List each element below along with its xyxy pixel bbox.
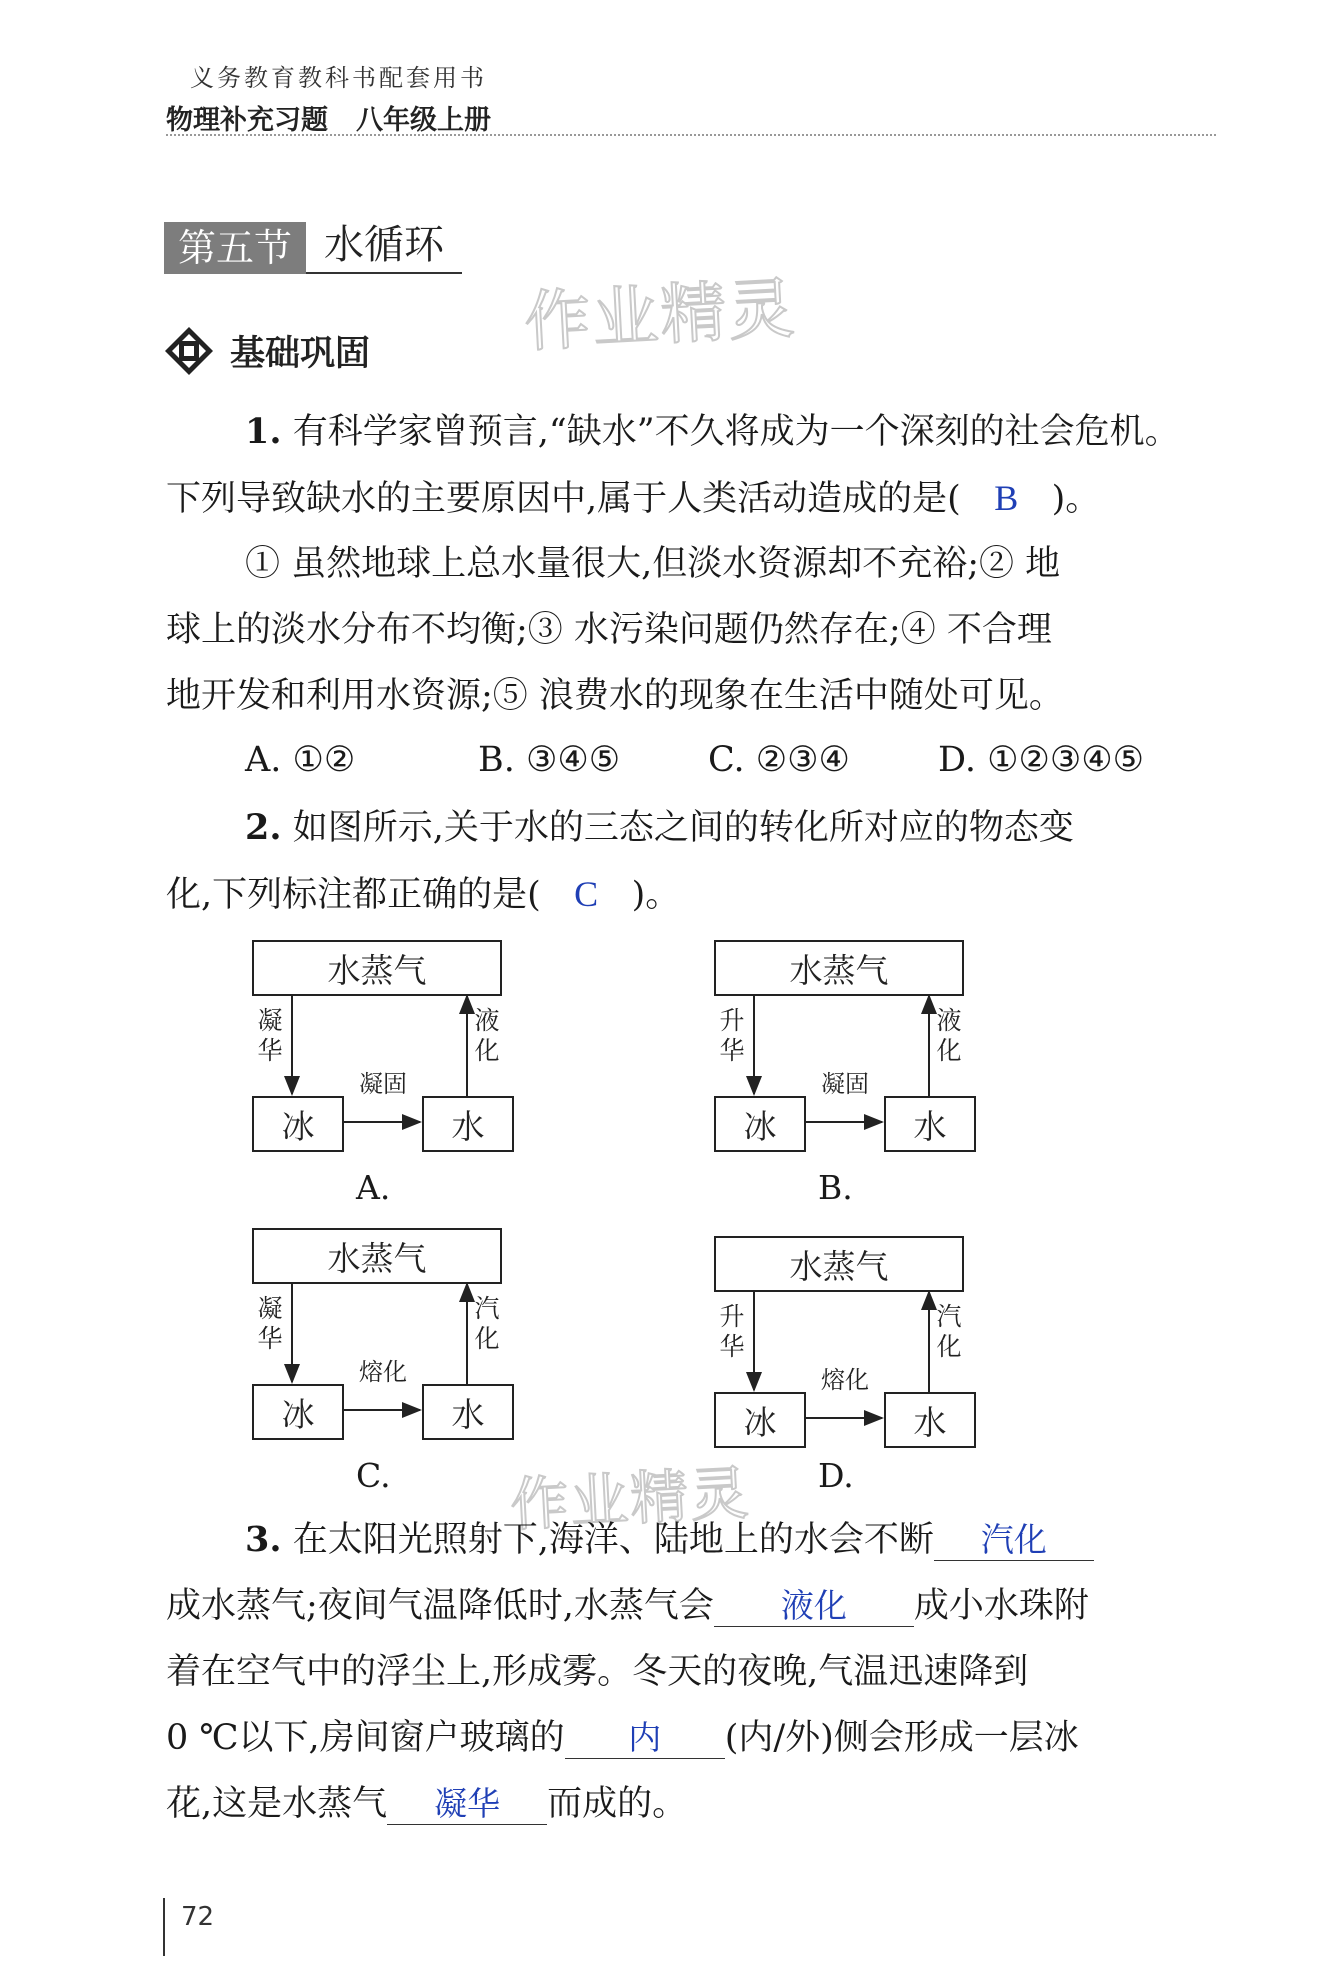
q1-option-a: A. ①② (245, 740, 356, 780)
q3-text-5-end: 而成的。 (547, 1784, 688, 1824)
q2-stem-1: 如图所示,关于水的三态之间的转化所对应的物态变 (292, 808, 1074, 848)
left-process-label: 升华 (719, 1006, 745, 1065)
diagram-b (714, 940, 994, 1207)
q3-text-4-end: (内/外)侧会形成一层冰 (724, 1718, 1079, 1758)
vapor-box: 水蒸气 (714, 940, 964, 996)
q3-line2 (166, 1584, 1089, 1628)
right-process-label: 汽化 (474, 1294, 500, 1353)
q3-line1 (245, 1518, 1094, 1562)
q2-stem-2-end: )。 (631, 875, 681, 915)
q1-option-d: D. ①②③④⑤ (938, 740, 1144, 780)
header-divider (166, 134, 1216, 136)
right-process-label: 汽化 (936, 1302, 962, 1361)
diagram-caption: A. (356, 1168, 391, 1207)
ice-box: 冰 (714, 1096, 806, 1152)
q3-blank-4 (387, 1784, 547, 1825)
q3-line5 (166, 1782, 687, 1826)
ice-box: 冰 (252, 1096, 344, 1152)
q1-line2 (166, 476, 1100, 521)
q3-text-1: 在太阳光照射下,海洋、陆地上的水会不断 (292, 1520, 934, 1560)
q1-statement-2: 球上的淡水分布不均衡;③ 水污染问题仍然存在;④ 不合理 (166, 610, 1052, 650)
q3-line3: 着在空气中的浮尘上,形成雾。冬天的夜晚,气温迅速降到 (166, 1652, 1029, 1692)
q3-text-5: 花,这是水蒸气 (166, 1784, 388, 1824)
water-box: 水 (884, 1392, 976, 1448)
q2-line2 (166, 872, 680, 917)
left-process-label: 升华 (719, 1302, 745, 1361)
vapor-box: 水蒸气 (714, 1236, 964, 1292)
water-box: 水 (884, 1096, 976, 1152)
q1-stem-2: 下列导致缺水的主要原因中,属于人类活动造成的是( (166, 479, 961, 519)
q3-text-2: 成水蒸气;夜间气温降低时,水蒸气会 (166, 1586, 714, 1626)
right-process-label: 液化 (936, 1006, 962, 1065)
q3-number: 3. (245, 1519, 282, 1560)
q1-statement-1: ① 虽然地球上总水量很大,但淡水资源却不充裕;② 地 (245, 544, 1061, 584)
q3-blank-2 (714, 1586, 914, 1627)
diagram-caption: C. (356, 1456, 391, 1495)
q1-stem-1: 有科学家曾预言,“缺水”不久将成为一个深刻的社会危机。 (292, 412, 1180, 452)
water-box: 水 (422, 1384, 514, 1440)
diamond-gear-icon (164, 326, 214, 376)
subsection-title: 基础巩固 (230, 334, 371, 374)
diagram-a (252, 940, 532, 1207)
book-name: 物理补充习题 (166, 105, 328, 136)
q3-text-2-end: 成小水珠附 (913, 1586, 1089, 1626)
q1-option-b: B. ③④⑤ (478, 740, 621, 780)
middle-process-label: 凝固 (359, 1070, 407, 1098)
q1-answer: B (994, 478, 1019, 518)
left-process-label: 凝华 (257, 1294, 283, 1353)
section-number: 第五节 (164, 222, 306, 274)
right-process-label: 液化 (474, 1006, 500, 1065)
series-title: 义务教育教科书配套用书 (190, 64, 487, 92)
vapor-box: 水蒸气 (252, 940, 502, 996)
q1-stem-2-end: )。 (1051, 479, 1101, 519)
page-number-bar (163, 1898, 165, 1956)
section-heading (164, 222, 462, 274)
q1-number: 1. (245, 411, 282, 452)
q3-answer-2: 液化 (780, 1586, 847, 1625)
q3-answer-4: 凝华 (434, 1784, 501, 1823)
q3-text-4: 0 ℃以下,房间窗户玻璃的 (166, 1718, 565, 1758)
q3-answer-3: 内 (628, 1718, 662, 1757)
grade-name: 八年级上册 (356, 105, 491, 136)
page-number: 72 (181, 1902, 215, 1932)
q3-blank-3 (565, 1718, 725, 1759)
diagram-d (714, 1236, 994, 1495)
subsection-heading (164, 326, 370, 376)
diagram-caption: D. (818, 1456, 854, 1495)
middle-process-label: 熔化 (821, 1366, 869, 1394)
q2-answer: C (574, 874, 599, 914)
q2-stem-2: 化,下列标注都正确的是( (166, 875, 541, 915)
q1-statement-3: 地开发和利用水资源;⑤ 浪费水的现象在生活中随处可见。 (166, 676, 1064, 716)
ice-box: 冰 (714, 1392, 806, 1448)
section-title: 水循环 (306, 220, 462, 274)
watermark: 作业精灵 (522, 269, 799, 362)
q3-answer-1: 汽化 (980, 1520, 1047, 1559)
vapor-box: 水蒸气 (252, 1228, 502, 1284)
left-process-label: 凝华 (257, 1006, 283, 1065)
diagram-c (252, 1228, 532, 1495)
book-title (166, 98, 519, 137)
middle-process-label: 熔化 (359, 1358, 407, 1386)
ice-box: 冰 (252, 1384, 344, 1440)
q2-number: 2. (245, 807, 282, 848)
q3-line4 (166, 1716, 1079, 1760)
middle-process-label: 凝固 (821, 1070, 869, 1098)
water-box: 水 (422, 1096, 514, 1152)
diagram-caption: B. (818, 1168, 853, 1207)
q3-blank-1 (934, 1520, 1094, 1561)
q2-line1 (245, 806, 1074, 850)
q1-line1 (245, 410, 1180, 454)
q1-option-c: C. ②③④ (708, 740, 850, 780)
watermark-2: 作业精灵 (508, 1458, 752, 1540)
